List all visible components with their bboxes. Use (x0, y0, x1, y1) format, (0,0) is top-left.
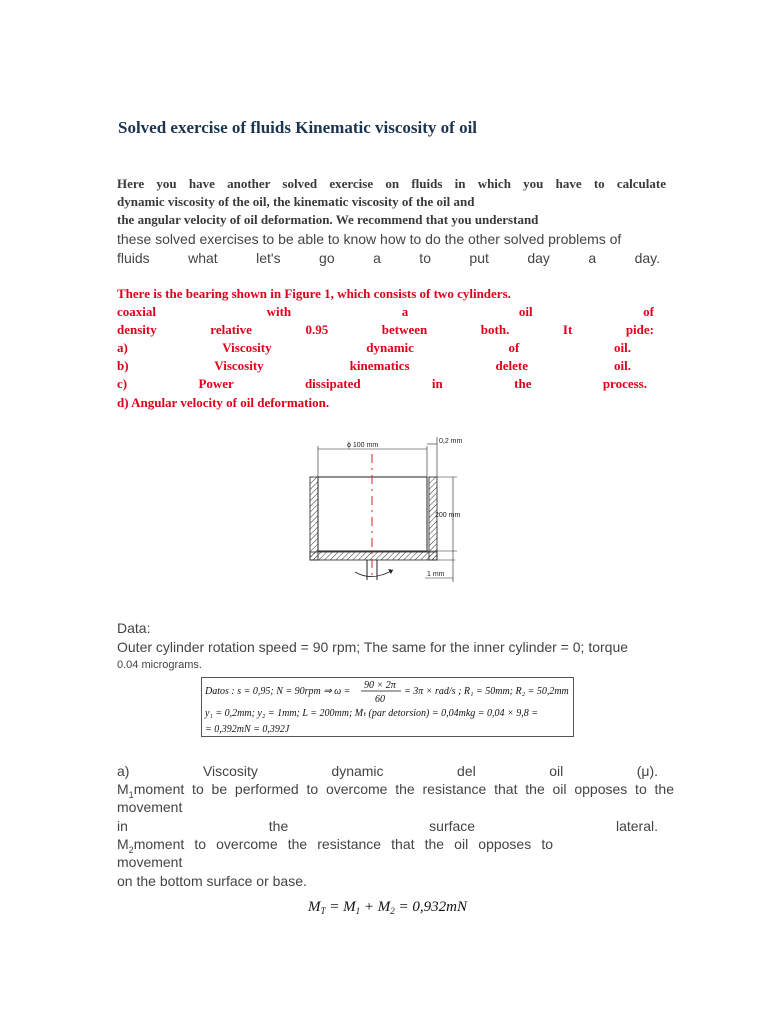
outer-left-wall (310, 477, 318, 560)
rotation-arrow (355, 570, 393, 577)
final-equation (300, 895, 490, 917)
equation-row-3: = 0,392mN = 0,392J (205, 724, 290, 735)
intro-line-5: fluids what let's go a to put day a day. (117, 250, 660, 266)
data-equation-box (201, 677, 574, 737)
part-a-line-1: a) Viscosity dynamic del oil (μ). (117, 763, 658, 779)
problem-item-a: a) Viscosity dynamic of oil. (117, 340, 631, 355)
part-a-line-7: on the bottom surface or base. (117, 873, 307, 889)
part-a-line-2: $M_1moment$ to be performed to overcome the resistance that the oil opposes to the (117, 781, 674, 800)
equation-frac-num: 90 × 2π (364, 680, 396, 691)
final-equation-text: $M_T = M_1 + M_2 = 0,932mN$ (308, 899, 467, 916)
part-a-line-2-sub: 1 (128, 789, 134, 800)
equation-row-1b: = 3π × rad/s ; R₁ = 50mm; R₂ = 50,2mm (404, 686, 569, 697)
problem-line-2: coaxial with a oil of (117, 304, 654, 319)
data-line-2: 0.04 micrograms. (117, 659, 202, 671)
dim-diameter-label: ϕ 100 mm (347, 442, 379, 449)
problem-item-c: c) Power dissipated in the process. (117, 376, 647, 391)
part-a-line-2-text: moment to be performed to overcome the resistance that the oil opposes to the (133, 781, 674, 797)
intro-line-3: the angular velocity of oil deformation. We recommend that you understand (117, 212, 539, 227)
problem-line-1: There is the bearing shown in Figure 1, which consists of two cylinders. (117, 286, 511, 301)
bearing-figure (305, 432, 485, 582)
problem-item-d: d) Angular velocity of oil deformation. (117, 395, 330, 410)
problem-item-b: b) Viscosity kinematics delete oil. (117, 358, 631, 373)
part-a-line-3: movement (117, 799, 183, 815)
dim-height-label: 200 mm (435, 512, 461, 519)
part-a-line-5-sub: 2 (128, 844, 134, 855)
page-title: Solved exercise of fluids Kinematic viscosity of oil (118, 118, 478, 137)
rotation-arrowhead (388, 569, 393, 574)
problem-line-3: density relative 0.95 between both. It pide: (117, 322, 654, 337)
data-heading: Data: (117, 620, 151, 636)
part-a-line-6: movement (117, 854, 183, 870)
equation-frac-den: 60 (375, 694, 385, 705)
equation-row-2: y₁ = 0,2mm; y₂ = 1mm; L = 200mm; Mₜ (par detorsion) = 0,04mkg = 0,04 × 9,8 = (205, 708, 539, 719)
part-a-line-4: in the surface lateral. (117, 818, 658, 834)
equation-row-1a: Datos : s = 0,95; N = 90rpm ⇒ ω = (205, 686, 351, 697)
outer-bottom (310, 552, 437, 560)
intro-line-2: dynamic viscosity of the oil, the kinematic viscosity of the oil and (117, 194, 475, 209)
data-line-1: Outer cylinder rotation speed = 90 rpm; The same for the inner cylinder = 0; torque (117, 639, 629, 655)
intro-line-1: Here you have another solved exercise on fluids in which you have to calculate (117, 176, 666, 191)
part-a-line-5: $M_2moment$ to overcome the resistance that the oil opposes to (117, 836, 553, 855)
dim-gap-label: 0,2 mm (439, 438, 463, 445)
intro-line-4: these solved exercises to be able to know how to do the other solved problems of (117, 231, 622, 247)
part-a-line-5-text: moment to overcome the resistance that the oil opposes to (133, 836, 553, 852)
dim-bottom-label: 1 mm (427, 571, 445, 578)
